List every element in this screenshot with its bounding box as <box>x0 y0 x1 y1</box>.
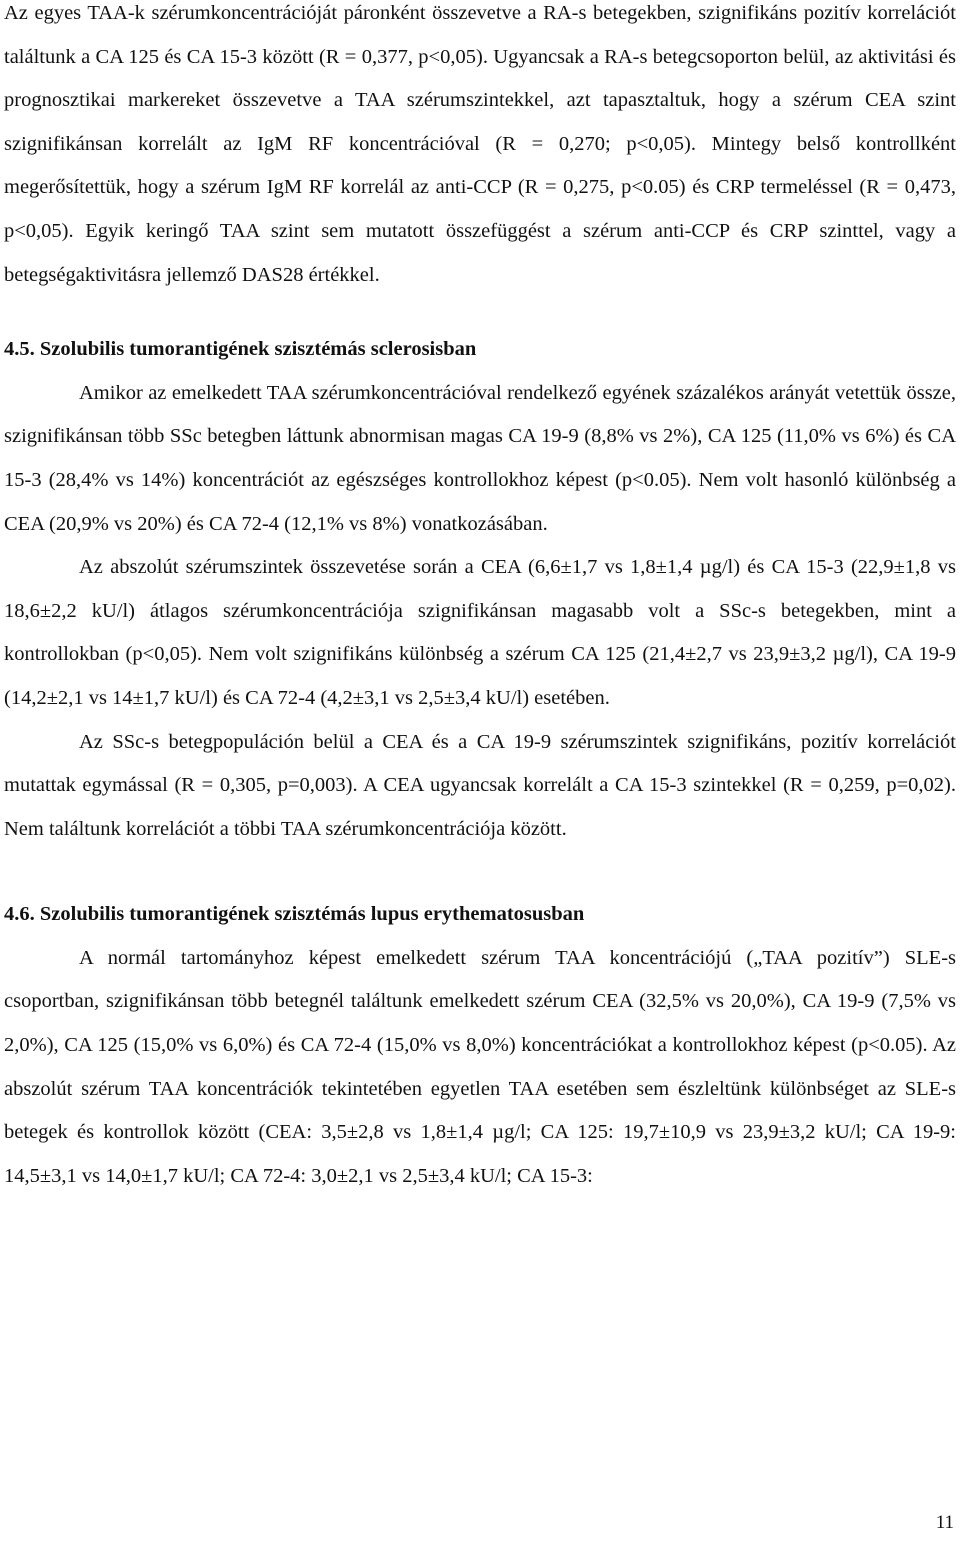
section-heading-sle <box>4 893 956 937</box>
paragraph-ssc-percent: Amikor az emelkedett TAA szérumkoncentrációval rendelkező egyének százalékos arányát vetettük össze, szignifikánsan több SSc betegben láttunk abnormisan magas CA 19-9 (8,8% vs 2%), CA 125 (11,0% vs 6%) és CA 15-3 (28,4% vs 14%) koncentrációt az egészséges kontrollokhoz képest (p<0.05). Nem volt hasonló különbség a CEA (20,9% vs 20%) és CA 72-4 (12,1% vs 8%) vonatkozásában. <box>4 381 956 535</box>
section-title: Szolubilis tumorantigének szisztémás sclerosisban <box>39 338 477 361</box>
section-number: 4.5. <box>4 338 35 361</box>
page-number: 11 <box>935 1512 954 1533</box>
paragraph-ssc-absolute: Az abszolút szérumszintek összevetése során a CEA (6,6±1,7 vs 1,8±1,4 µg/l) és CA 15-3 (22,9±1,8 vs 18,6±2,2 kU/l) átlagos szérumkoncentrációja szignifikánsan magasabb volt a SSc-s betegekben, mint a kontrollokban (p<0,05). Nem volt szignifikáns különbség a szérum CA 125 (21,4±2,7 vs 23,9±3,2 µg/l), CA 19-9 (14,2±2,1 vs 14±1,7 kU/l) és CA 72-4 (4,2±3,1 vs 2,5±3,4 kU/l) esetében. <box>4 556 956 709</box>
paragraph-ra-correlation: Az egyes TAA-k szérumkoncentrációját páronként összevetve a RA-s betegekben, szignifikáns pozitív korrelációt találtunk a CA 125 és CA 15-3 között (R = 0,377, p<0,05). Ugyancsak a RA-s betegcsoporton belül, az aktivitási és prognosztikai markereket összevetve a TAA szérumszintekkel, azt tapasztaltuk, hogy a szérum CEA szint szignifikánsan korrelált az IgM RF koncentrációval (R = 0,270; p<0,05). Mintegy belső kontrollként megerősítettük, hogy a szérum IgM RF korrelál az anti-CCP (R = 0,275, p<0.05) és CRP termeléssel (R = 0,473, p<0,05). Egyik keringő TAA szint sem mutatott összefüggést a szérum anti-CCP és CRP szinttel, vagy a betegségaktivitásra jellemző DAS28 értékkel. <box>4 2 956 286</box>
paragraph-ssc-correlation: Az SSc-s betegpopuláción belül a CEA és a CA 19-9 szérumszintek szignifikáns, pozitív korrelációt mutattak egymással (R = 0,305, p=0,003). A CEA ugyancsak korrelált a CA 15-3 szintekkel (R = 0,259, p=0,02). Nem találtunk korrelációt a többi TAA szérumkoncentrációja között. <box>4 730 956 840</box>
document-page <box>4 0 956 1198</box>
section-title: Szolubilis tumorantigének szisztémás lupus erythematosusban <box>39 903 585 926</box>
section-heading-ssc <box>4 328 956 372</box>
section-number: 4.6. <box>4 903 35 926</box>
paragraph-sle-taa: A normál tartományhoz képest emelkedett szérum TAA koncentrációjú („TAA pozitív”) SLE-s csoportban, szignifikánsan több betegnél találtunk emelkedett szérum CEA (32,5% vs 20,0%), CA 19-9 (7,5% vs 2,0%), CA 125 (15,0% vs 6,0%) és CA 72-4 (15,0% vs 8,0%) koncentrációkat a kontrollokhoz képest (p<0.05). Az abszolút szérum TAA koncentrációk tekintetében egyetlen TAA esetében sem észleltünk különbséget az SLE-s betegek és kontrollok között (CEA: 3,5±2,8 vs 1,8±1,4 µg/l; CA 125: 19,7±10,9 vs 23,9±3,2 kU/l; CA 19-9: 14,5±3,1 vs 14,0±1,7 kU/l; CA 72-4: 3,0±2,1 vs 2,5±3,4 kU/l; CA 15-3: <box>4 946 956 1187</box>
